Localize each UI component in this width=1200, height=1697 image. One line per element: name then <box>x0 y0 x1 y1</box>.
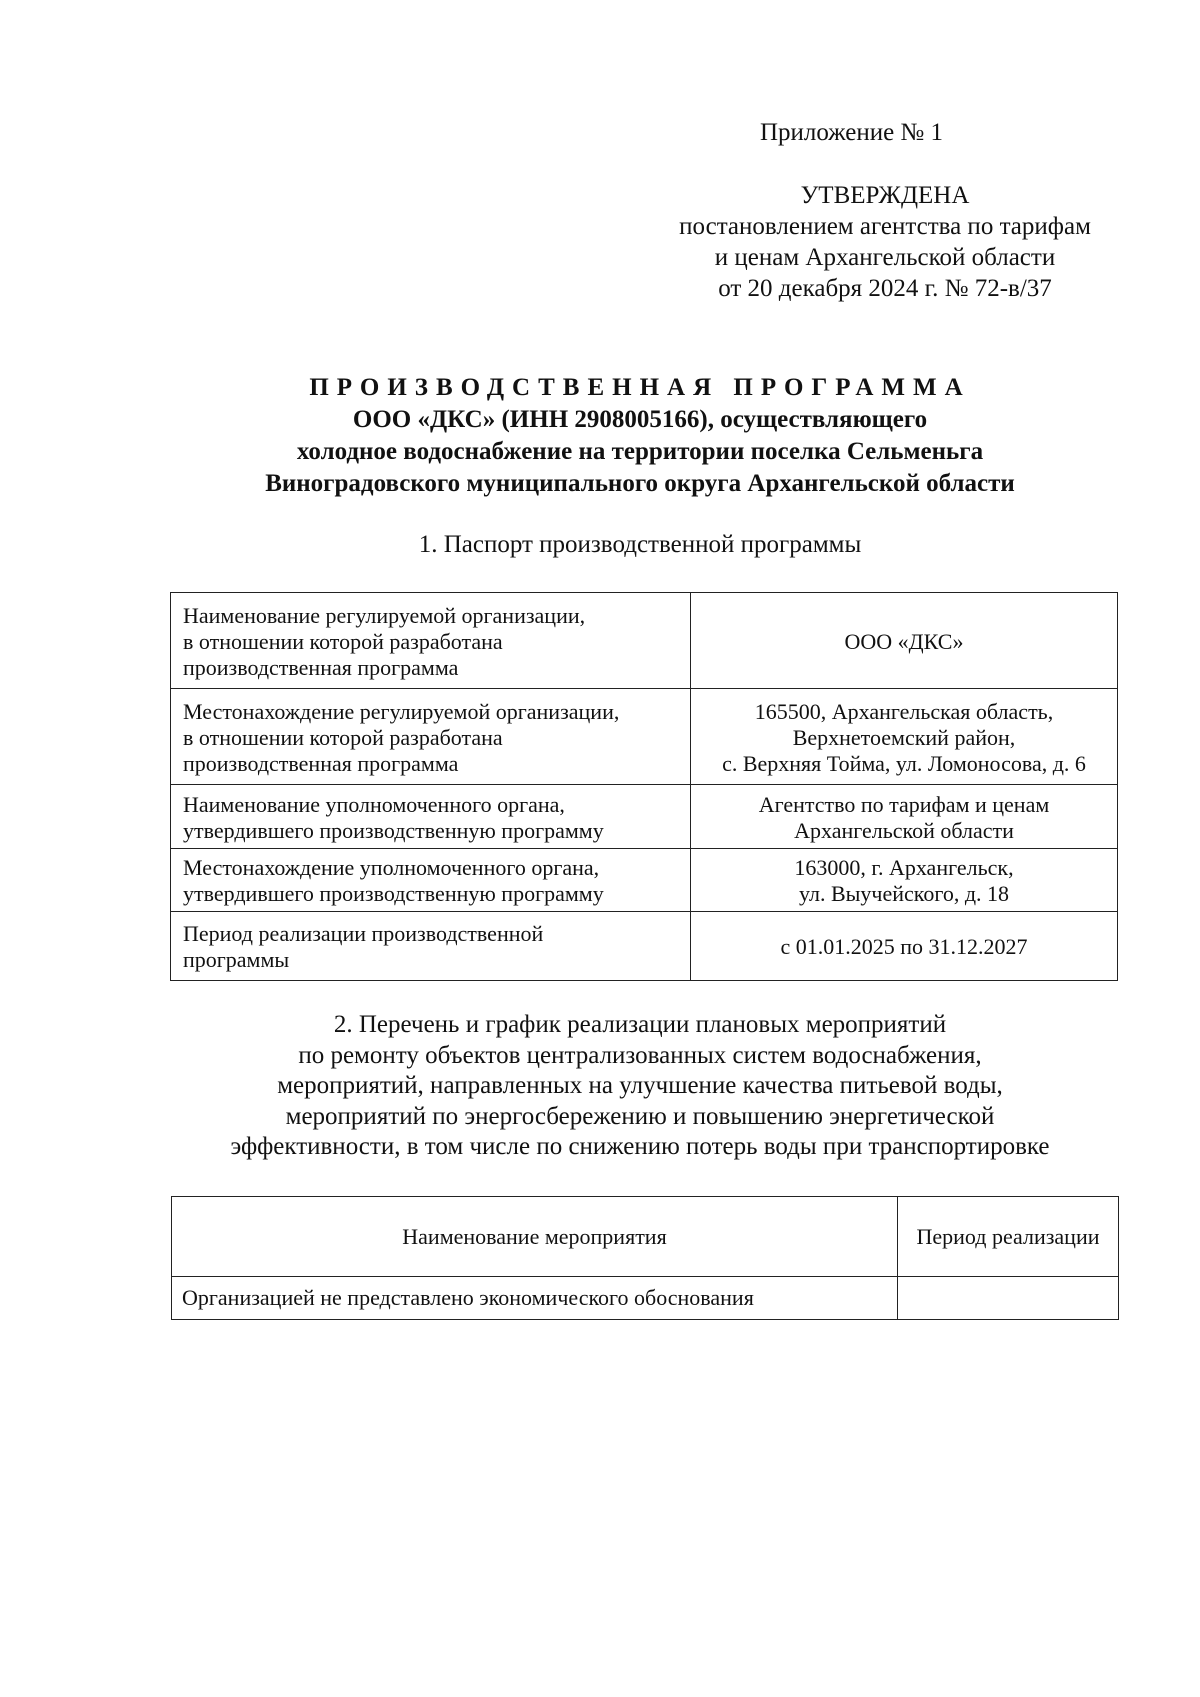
cell-text: Наименование регулируемой организации, <box>183 602 586 628</box>
cell-text: производственная программа <box>183 654 459 680</box>
passport-label-cell <box>171 912 691 981</box>
passport-value-cell <box>691 689 1118 785</box>
approval-heading: УТВЕРЖДЕНА <box>800 182 970 209</box>
passport-label-cell <box>171 593 691 689</box>
cell-text: утвердившего производственную программу <box>183 817 604 843</box>
heading-line: по ремонту объектов централизованных систем водоснабжения, <box>298 1041 982 1069</box>
title-line: Виноградовского муниципального округа Архангельской области <box>265 470 1015 497</box>
table-row <box>171 689 1118 785</box>
passport-label-cell <box>171 785 691 849</box>
cell-text: программы <box>183 947 290 972</box>
title-line: холодное водоснабжение на территории поселка Сельменьга <box>296 438 984 465</box>
cell-text: Наименование уполномоченного органа, <box>183 791 565 817</box>
passport-value-cell <box>691 785 1118 849</box>
table-row <box>171 785 1118 849</box>
annex-number: Приложение № 1 <box>760 119 944 146</box>
cell-text: Местонахождение регулируемой организации, <box>183 698 620 724</box>
table-row <box>171 593 1118 689</box>
cell-text: Период реализации производственной <box>183 921 544 946</box>
cell-text: Архангельской области <box>794 817 1014 843</box>
column-header-period: Период реализации <box>898 1197 1119 1277</box>
heading-line: эффективности, в том числе по снижению потерь воды при транспортировке <box>230 1133 1050 1160</box>
cell-text: Верхнетоемский район, <box>792 724 1016 750</box>
cell-text: 165500, Архангельская область, <box>754 698 1054 724</box>
table-row <box>172 1277 1119 1320</box>
measures-table <box>171 1196 1119 1320</box>
table-row <box>171 849 1118 912</box>
title-line: ООО «ДКС» (ИНН 2908005166), осуществляющего <box>352 406 928 433</box>
passport-value-cell <box>691 849 1118 912</box>
passport-value-cell <box>691 593 1118 689</box>
period-cell <box>898 1277 1119 1320</box>
cell-text: ООО «ДКС» <box>844 628 964 654</box>
approval-line: и ценам Архангельской области <box>714 244 1056 271</box>
column-header-measure: Наименование мероприятия <box>172 1197 898 1277</box>
cell-text: Местонахождение уполномоченного органа, <box>183 855 600 880</box>
approval-line: от 20 декабря 2024 г. № 72-в/37 <box>718 275 1052 302</box>
cell-text: с 01.01.2025 по 31.12.2027 <box>780 934 1028 959</box>
passport-label-cell <box>171 689 691 785</box>
measure-cell: Организацией не представлено экономического обоснования <box>172 1277 898 1320</box>
passport-label-cell <box>171 849 691 912</box>
section-1-heading: 1. Паспорт производственной программы <box>418 531 862 558</box>
cell-text: Агентство по тарифам и ценам <box>758 791 1050 817</box>
passport-value-cell <box>691 912 1118 981</box>
title-line: ПРОИЗВОДСТВЕННАЯ ПРОГРАММА <box>309 374 971 401</box>
heading-line: мероприятий, направленных на улучшение качества питьевой воды, <box>277 1072 1003 1099</box>
table-row <box>171 912 1118 981</box>
table-header-row <box>172 1197 1119 1277</box>
cell-text: в отношении которой разработана <box>183 628 503 654</box>
cell-text: утвердившего производственную программу <box>183 881 604 906</box>
cell-text: ул. Выучейского, д. 18 <box>798 881 1010 906</box>
cell-text: 163000, г. Архангельск, <box>794 855 1014 880</box>
document-title <box>150 372 1130 500</box>
passport-table <box>170 592 1118 981</box>
heading-line: 2. Перечень и график реализации плановых мероприятий <box>333 1011 947 1038</box>
section-2-heading <box>150 1010 1130 1163</box>
heading-line: мероприятий по энергосбережению и повышению энергетической <box>285 1102 995 1130</box>
cell-text: производственная программа <box>183 750 459 776</box>
approval-line: постановлением агентства по тарифам <box>679 213 1091 240</box>
cell-text: с. Верхняя Тойма, ул. Ломоносова, д. 6 <box>722 750 1086 776</box>
cell-text: в отношении которой разработана <box>183 724 503 750</box>
approval-stamp <box>620 180 1150 304</box>
